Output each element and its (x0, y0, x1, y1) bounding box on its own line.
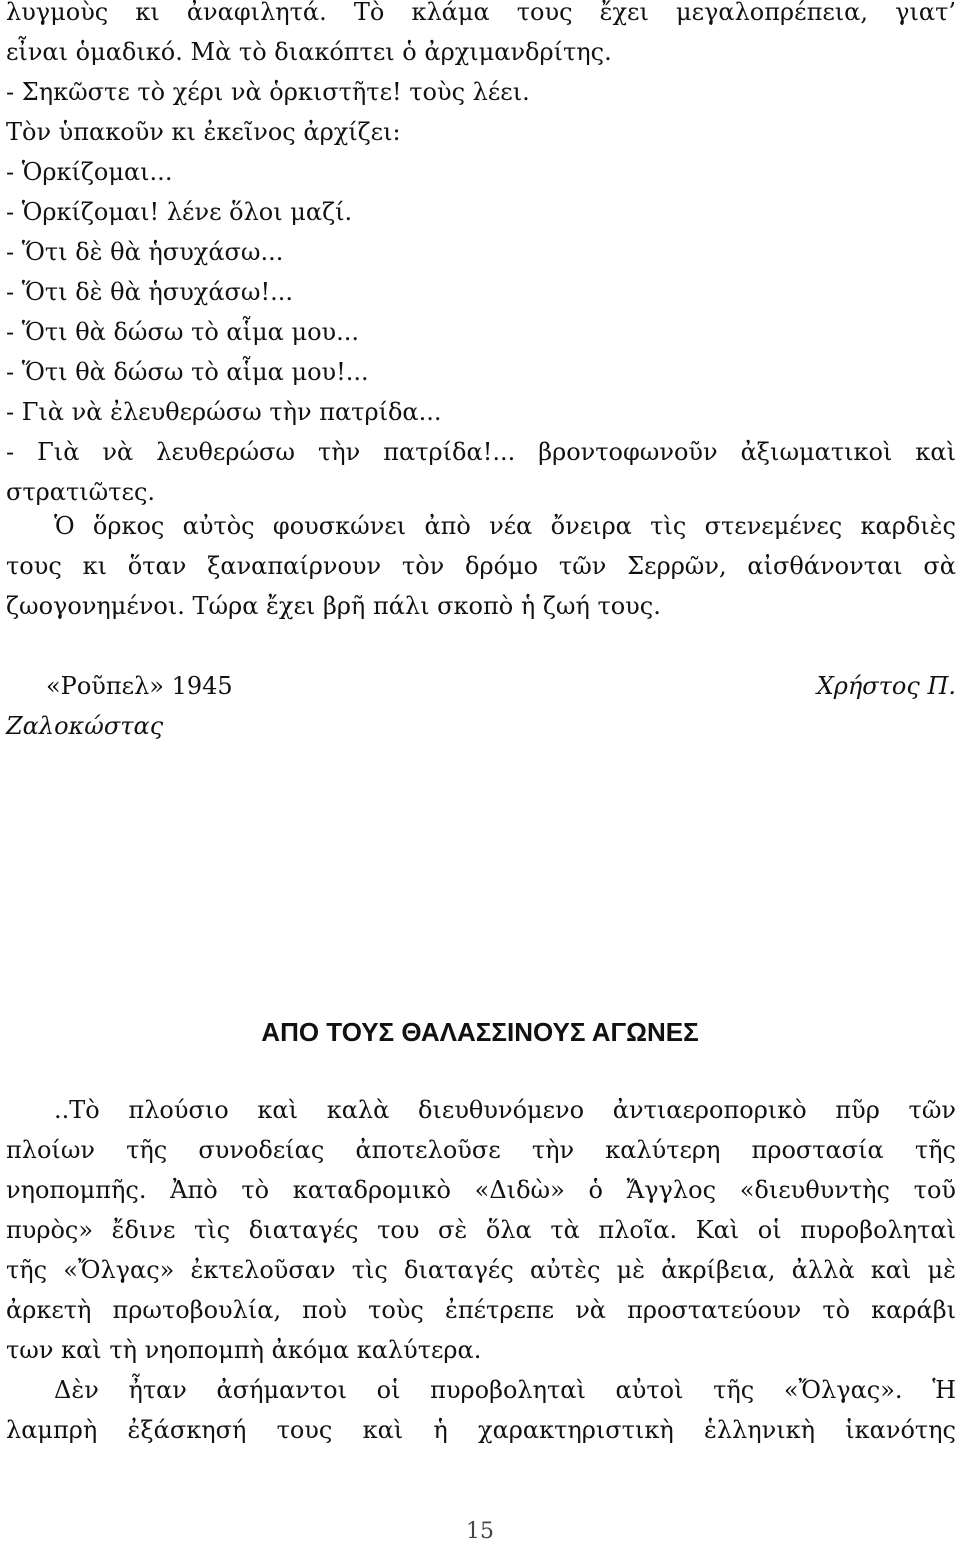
text-line: λυγμοὺς κι ἀναφιλητά. Τὸ κλάμα τους ἔχει μεγαλοπρέπεια, γιατ’ (6, 0, 956, 26)
text-line: - Ὁρκίζομαι... (6, 158, 173, 186)
text-line: νηοπομπῆς. Ἀπὸ τὸ καταδρομικὸ «Διδὼ» ὁ Ἄγγλος «διευθυντὴς τοῦ (6, 1176, 956, 1204)
source-citation: «Ροῦπελ» 1945 (46, 672, 233, 700)
text-line: Δὲν ἦταν ἀσήμαντοι οἱ πυροβοληταὶ αὐτοὶ τῆς «Ὄλγας». Ἡ (54, 1376, 956, 1404)
text-line: - Ὅτι δὲ θὰ ἡσυχάσω... (6, 238, 284, 266)
page-number: 15 (466, 1519, 494, 1544)
text-line: τους κι ὅταν ξαναπαίρνουν τὸν δρόμο τῶν Σερρῶν, αἰσθάνονται σὰ (6, 552, 956, 580)
text-line: - Ὅτι θὰ δώσω τὸ αἷμα μου... (6, 318, 360, 346)
text-line: τῆς «Ὄλγας» ἐκτελοῦσαν τὶς διαταγές αὐτὲς μὲ ἀκρίβεια, ἀλλὰ καὶ μὲ (6, 1256, 956, 1284)
text-line: των καὶ τὴ νηοπομπὴ ἀκόμα καλύτερα. (6, 1336, 482, 1364)
text-line: Ὁ ὅρκος αὐτὸς φουσκώνει ἀπὸ νέα ὄνειρα τὶς στενεμένες καρδιὲς (54, 512, 956, 540)
text-line: ..Τὸ πλούσιο καὶ καλὰ διευθυνόμενο ἀντιαεροπορικὸ πῦρ τῶν (54, 1096, 956, 1124)
text-line: - Γιὰ νὰ λευθερώσω τὴν πατρίδα!... βροντοφωνοῦν ἀξιωματικοὶ καὶ (6, 438, 956, 466)
author-name: Χρήστος Π. (816, 672, 956, 700)
text-line: - Σηκῶστε τὸ χέρι νὰ ὁρκιστῆτε! τοὺς λέει. (6, 78, 530, 106)
signature-block (6, 666, 956, 746)
dialogue-block (6, 0, 956, 512)
text-line: - Ὅτι δὲ θὰ ἡσυχάσω!... (6, 278, 294, 306)
author-surname: Ζαλοκώστας (6, 712, 164, 740)
text-line: λαμπρὴ ἐξάσκησή τους καὶ ἡ χαρακτηριστικὴ ἑλληνικὴ ἱκανότης (6, 1416, 956, 1444)
text-line: - Ὅτι θὰ δώσω τὸ αἷμα μου!... (6, 358, 369, 386)
naval-paragraph (6, 1090, 956, 1370)
text-line: ἀρκετὴ πρωτοβουλία, ποὺ τοὺς ἐπέτρεπε νὰ προστατεύουν τὸ καράβι (6, 1296, 956, 1324)
oath-paragraph (6, 506, 956, 626)
text-line: στρατιῶτες. (6, 478, 156, 506)
text-line: - Ὁρκίζομαι! λένε ὅλοι μαζί. (6, 198, 353, 226)
text-line: - Γιὰ νὰ ἐλευθερώσω τὴν πατρίδα... (6, 398, 442, 426)
text-line: πλοίων τῆς συνοδείας ἀποτελοῦσε τὴν καλύτερη προστασία τῆς (6, 1136, 956, 1164)
text-line: πυρὸς» ἔδινε τὶς διαταγές του σὲ ὅλα τὰ πλοῖα. Καὶ οἱ πυροβοληταὶ (6, 1216, 956, 1244)
text-line: Τὸν ὑπακοῦν κι ἐκεῖνος ἀρχίζει: (6, 118, 401, 146)
section-heading: ΑΠΟ ΤΟΥΣ ΘΑΛΑΣΣΙΝΟΥΣ ΑΓΩΝΕΣ (261, 1017, 699, 1047)
text-line: εἶναι ὁμαδικό. Μὰ τὸ διακόπτει ὁ ἀρχιμανδρίτης. (6, 38, 612, 66)
naval-paragraph-continued (6, 1370, 956, 1450)
text-line: ζωογονημένοι. Τώρα ἔχει βρῆ πάλι σκοπὸ ἡ ζωή τους. (6, 592, 661, 620)
